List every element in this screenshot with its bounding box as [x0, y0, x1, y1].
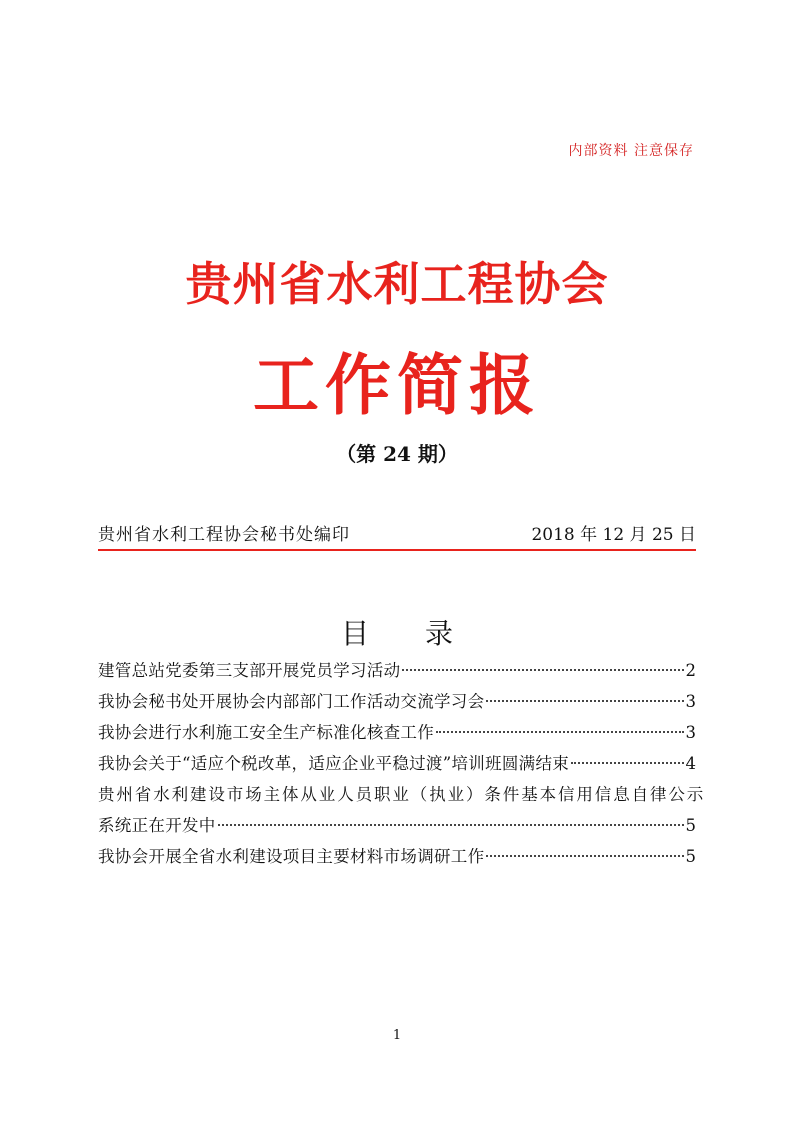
editor-line: 贵州省水利工程协会秘书处编印: [98, 525, 350, 545]
toc-heading-left: 目: [340, 617, 369, 650]
toc-entry-page: 2: [685, 661, 696, 680]
toc-entry-first-line[interactable]: [98, 779, 706, 810]
toc-entry-title: 贵州省水利建设市场主体从业人员职业（执业）条件基本信用信息自律公示: [98, 785, 706, 804]
table-of-contents: [98, 655, 706, 872]
dot-leader: [436, 731, 684, 733]
toc-heading-right: 录: [425, 617, 454, 650]
bulletin-title: 工作简报: [253, 346, 541, 424]
toc-entry-title: 我协会关于“适应个税改革，适应企业平稳过渡”培训班圆满结束: [98, 754, 570, 773]
toc-entry-title: 我协会进行水利施工安全生产标准化核查工作: [98, 723, 434, 742]
dot-leader: [486, 855, 683, 857]
toc-entry-page: 3: [685, 692, 696, 711]
toc-entry-title: 系统正在开发中: [98, 816, 216, 835]
toc-entry-page: 5: [685, 816, 696, 835]
issue-date: 2018 年 12 月 25 日: [531, 525, 696, 545]
page-number: 1: [392, 1028, 402, 1043]
toc-entry-title: 我协会开展全省水利建设项目主要材料市场调研工作: [98, 847, 485, 866]
toc-entry-title: 我协会秘书处开展协会内部部门工作活动交流学习会: [98, 692, 485, 711]
dot-leader: [571, 762, 683, 764]
toc-entry-continuation[interactable]: [98, 810, 696, 841]
issue-number: （第 24 期）: [336, 442, 458, 466]
dot-leader: [218, 824, 684, 826]
toc-entry-page: 4: [685, 754, 696, 773]
toc-entry[interactable]: [98, 655, 696, 686]
toc-entry[interactable]: [98, 748, 696, 779]
organization-title: 贵州省水利工程协会: [185, 257, 609, 311]
toc-entry[interactable]: [98, 717, 696, 748]
dot-leader: [486, 700, 683, 702]
toc-entry-page: 5: [685, 847, 696, 866]
toc-entry[interactable]: [98, 686, 696, 717]
masthead-row: [98, 520, 696, 546]
toc-entry[interactable]: [98, 841, 696, 872]
toc-entry-title: 建管总站党委第三支部开展党员学习活动: [98, 661, 401, 680]
toc-entry-page: 3: [685, 723, 696, 742]
dot-leader: [402, 669, 683, 671]
confidential-notice: 内部资料 注意保存: [568, 143, 694, 159]
red-divider-rule: [98, 549, 696, 551]
toc-heading: [0, 612, 794, 652]
